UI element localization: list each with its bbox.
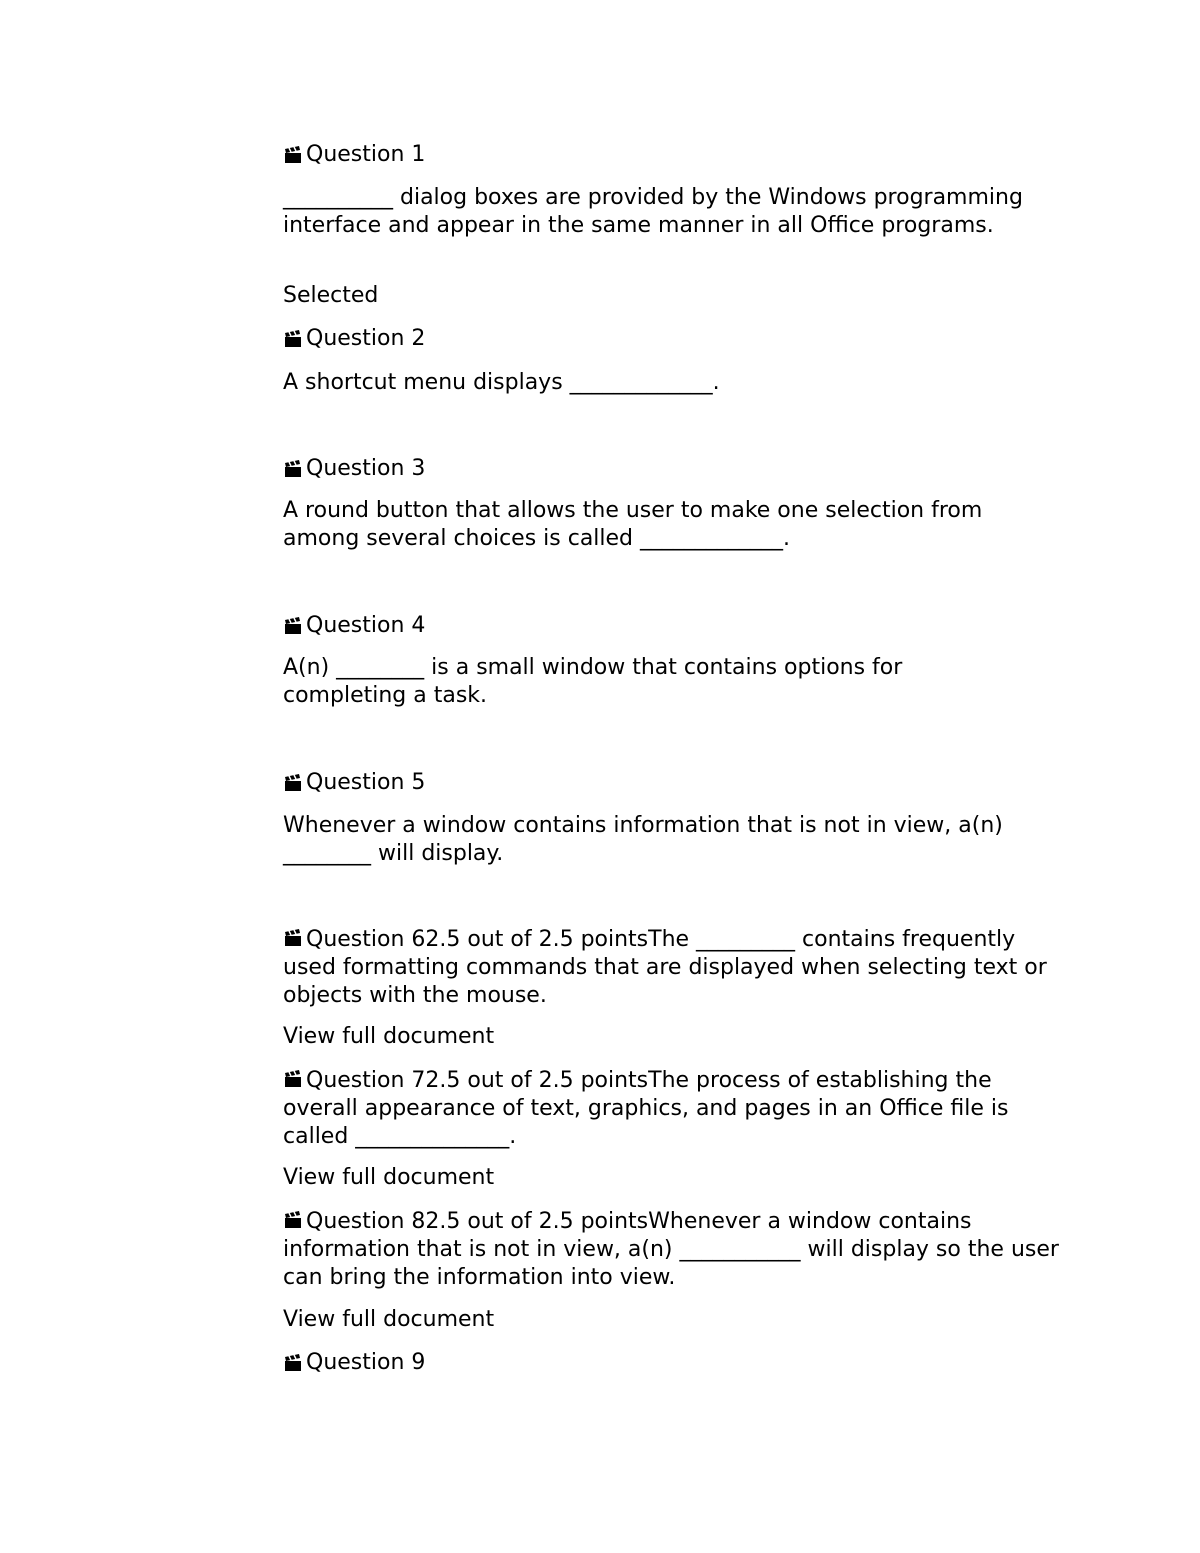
clapperboard-icon <box>283 1069 303 1089</box>
question-6-text: Question 62.5 out of 2.5 pointsThe _________ contains frequently used formatting commands that are displayed when selecting text or objects with the mouse. <box>283 927 1047 1008</box>
clapperboard-icon <box>283 1210 303 1230</box>
question-7-block <box>283 1067 1073 1151</box>
view-full-document-link[interactable]: View full document <box>283 1165 495 1190</box>
question-5-text: Whenever a window contains information that is not in view, a(n) ________ will display. <box>283 813 1003 866</box>
view-full-document-link[interactable]: View full document <box>283 1024 495 1049</box>
question-2-text: A shortcut menu displays _____________. <box>283 370 720 395</box>
question-3-heading <box>283 455 425 483</box>
clapperboard-icon <box>283 928 303 948</box>
question-4-title: Question 4 <box>306 613 426 638</box>
question-8-block <box>283 1208 1073 1292</box>
question-9-title: Question 9 <box>306 1350 426 1375</box>
clapperboard-icon <box>283 1353 303 1373</box>
view-full-document-link[interactable]: View full document <box>283 1307 495 1332</box>
clapperboard-icon <box>283 145 303 165</box>
question-7-text: Question 72.5 out of 2.5 pointsThe process of establishing the overall appearance of text, graphics, and pages in an Office file is called ______________. <box>283 1068 1009 1149</box>
question-5-heading <box>283 769 425 797</box>
question-4-text: A(n) ________ is a small window that contains options for completing a task. <box>283 655 903 708</box>
question-6-block <box>283 926 1073 1010</box>
clapperboard-icon <box>283 459 303 479</box>
clapperboard-icon <box>283 329 303 349</box>
question-2-heading <box>283 325 425 353</box>
question-1-text: __________ dialog boxes are provided by the Windows programming interface and appear in the same manner in all Office programs. <box>283 185 1023 238</box>
question-1-title: Question 1 <box>306 142 426 167</box>
question-1-selected-label: Selected <box>283 283 379 308</box>
question-3-text: A round button that allows the user to make one selection from among several choices is called _____________. <box>283 498 983 551</box>
question-2-title: Question 2 <box>306 326 426 351</box>
question-1-heading <box>283 141 425 169</box>
question-3-title: Question 3 <box>306 456 426 481</box>
clapperboard-icon <box>283 773 303 793</box>
question-9-heading <box>283 1349 425 1377</box>
question-5-title: Question 5 <box>306 770 426 795</box>
question-4-heading <box>283 612 425 640</box>
clapperboard-icon <box>283 616 303 636</box>
question-8-text: Question 82.5 out of 2.5 pointsWhenever a window contains information that is not in view, a(n) ___________ will display so the user can bring the information into view. <box>283 1209 1059 1290</box>
